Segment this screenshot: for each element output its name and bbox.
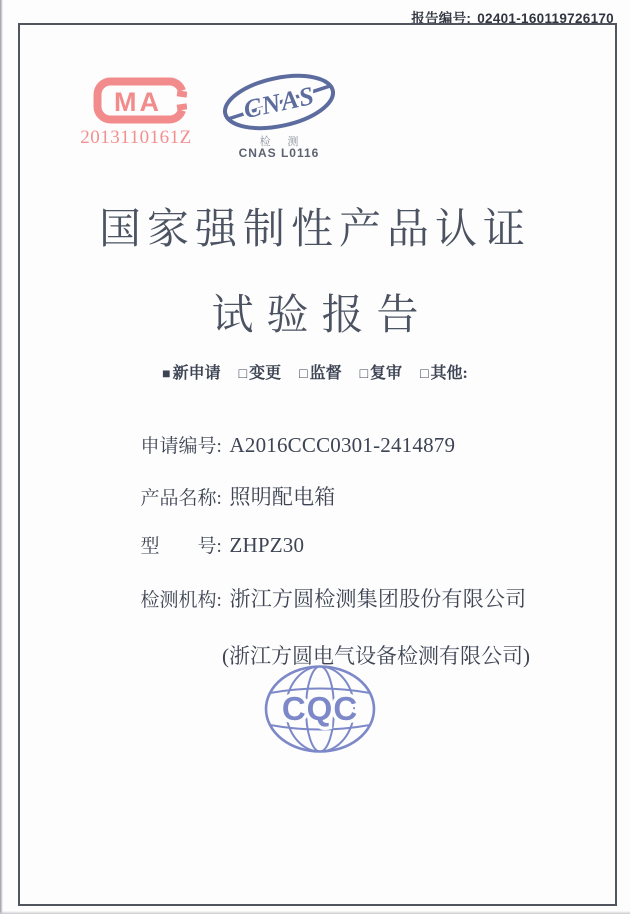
checkbox-item-review xyxy=(360,365,402,382)
checkbox-label: 新申请 xyxy=(172,365,221,382)
field-product-name xyxy=(131,459,336,511)
checkbox-label: 监督 xyxy=(309,365,342,382)
document-subtitle: 试验报告 xyxy=(211,293,432,339)
field-model xyxy=(131,509,304,558)
field-value: ZHPZ30 xyxy=(229,533,305,557)
field-label: 型 号: xyxy=(140,536,222,557)
cnas-caption: 检 测 xyxy=(259,136,306,148)
field-value: 浙江方圆检测集团股份有限公司 xyxy=(229,587,527,611)
checkbox-empty-icon: □ xyxy=(299,367,308,382)
report-number-value: 02401-160119726170 xyxy=(477,11,614,26)
field-value-line2: (浙江方圆电气设备检测有限公司) xyxy=(222,644,530,668)
checkbox-empty-icon: □ xyxy=(359,367,369,382)
scan-edge-left xyxy=(0,0,3,914)
application-type-row xyxy=(0,360,630,383)
cma-logo-icon xyxy=(93,77,187,124)
field-value: 照明配电箱 xyxy=(229,485,336,509)
checkbox-label: 变更 xyxy=(249,365,282,382)
report-number-label: 报告编号: xyxy=(411,11,472,26)
field-label: 申请编号: xyxy=(140,436,222,457)
cqc-letters: CQC xyxy=(281,690,359,727)
checkbox-item-other xyxy=(420,365,468,382)
document-title: 国家强制性产品认证 xyxy=(98,207,531,253)
cma-certificate-code: 2013110161Z xyxy=(80,127,192,148)
field-label: 产品名称: xyxy=(140,488,222,509)
checkbox-item-new-application xyxy=(162,365,220,382)
checkbox-label: 其他: xyxy=(430,365,468,382)
field-label: 检测机构: xyxy=(140,590,222,611)
checkbox-empty-icon: □ xyxy=(238,367,248,382)
checkbox-filled-icon: ■ xyxy=(162,367,171,382)
cnas-logo-icon xyxy=(219,72,339,132)
cnas-letters: CNAS xyxy=(240,80,318,125)
checkbox-label: 复审 xyxy=(370,365,403,382)
checkbox-item-change xyxy=(239,365,281,382)
cqc-logo-icon xyxy=(263,664,377,754)
field-value: A2016CCC0301-2414879 xyxy=(229,433,456,457)
cma-letters: MA xyxy=(114,87,162,117)
checkbox-item-supervision xyxy=(299,365,341,382)
cnas-accreditation-number: CNAS L0116 xyxy=(238,146,320,160)
checkbox-empty-icon: □ xyxy=(420,367,429,382)
field-application-number xyxy=(131,409,455,458)
